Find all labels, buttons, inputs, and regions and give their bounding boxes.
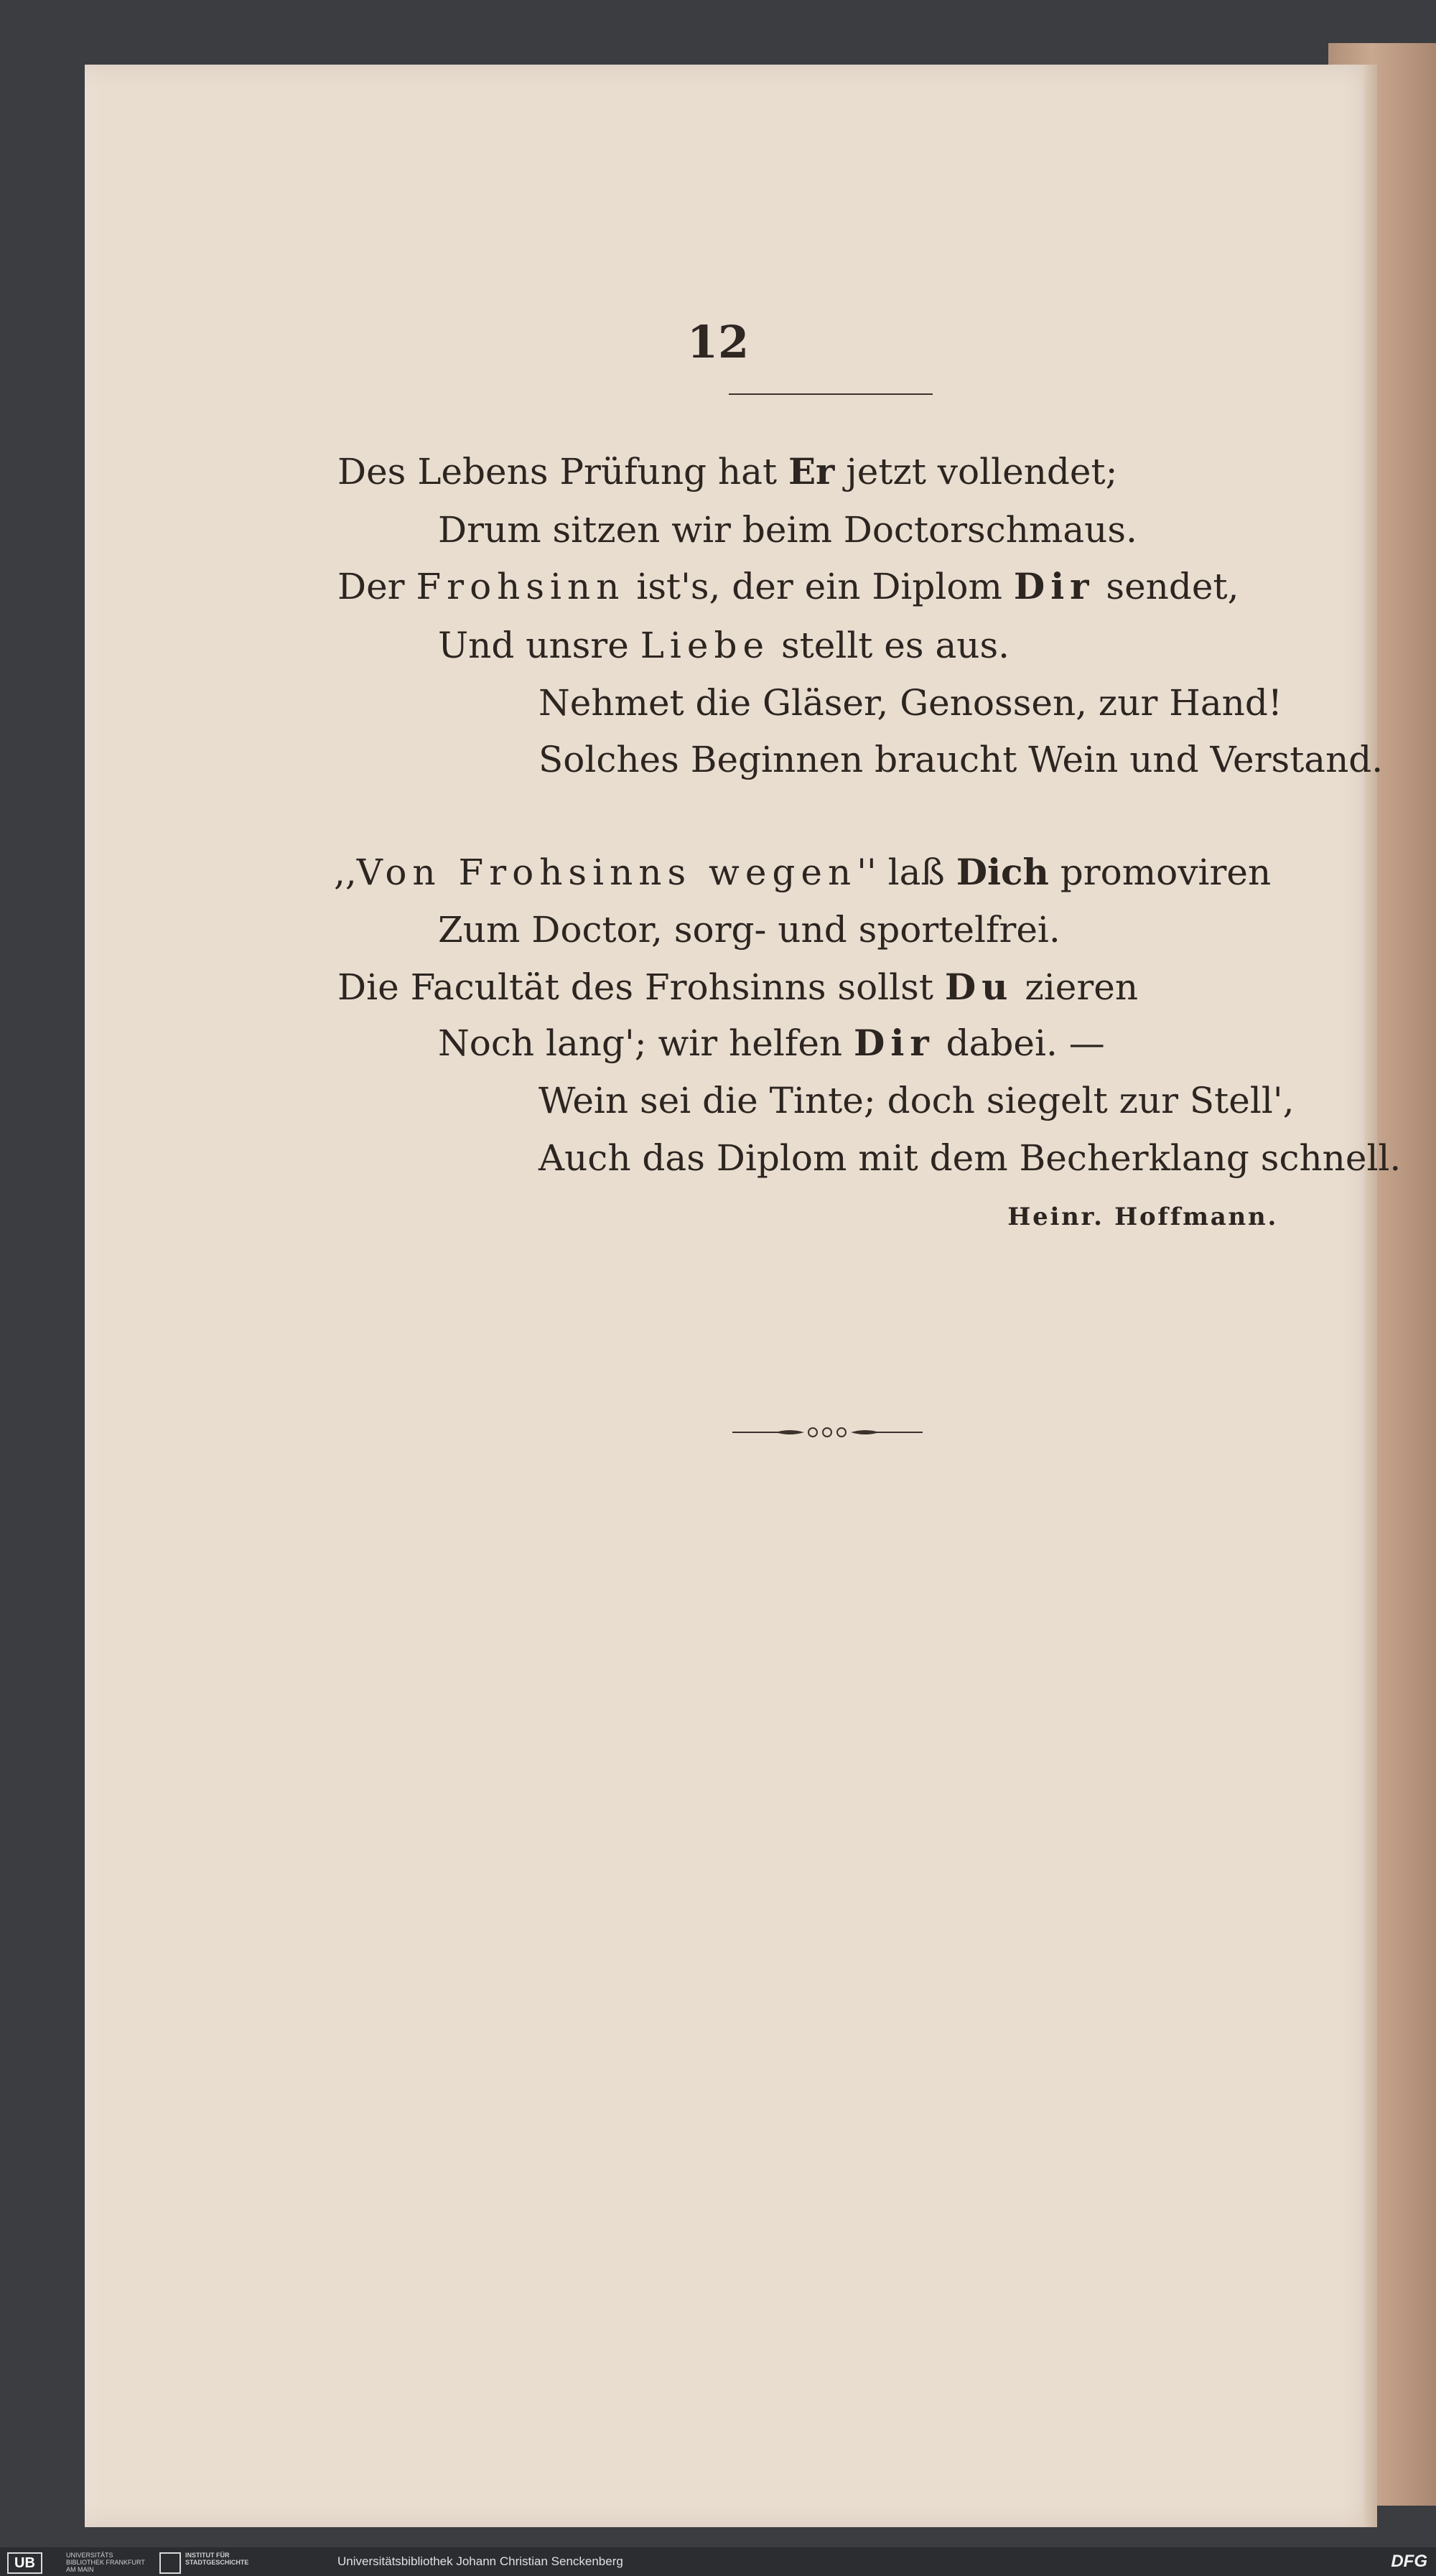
poem-line [438, 509, 1137, 551]
emphasis-text: Dich [956, 851, 1049, 893]
line-text: Des Lebens Prüfung hat [337, 451, 788, 493]
emphasis-text: Er [788, 450, 835, 493]
poem-line [337, 565, 1239, 607]
line-text: promoviren [1048, 851, 1272, 893]
institute-logo-text: INSTITUT FÜR STADTGESCHICHTE [185, 2552, 249, 2566]
author-signature: Heinr. Hoffmann. [1007, 1203, 1278, 1231]
line-text: Und unsre [438, 625, 640, 666]
ornament-divider [732, 1425, 923, 1439]
library-name: Universitätsbibliothek Johann Christian Senckenberg [337, 2554, 623, 2568]
line-text: jetzt vollendet; [834, 451, 1118, 493]
institute-logo-icon[interactable] [159, 2552, 181, 2574]
poem-line [438, 625, 1010, 666]
line-text: Nehmet die Gläser, Genossen, zur Hand! [538, 682, 1282, 724]
poem-line [438, 1022, 1105, 1064]
spaced-text: Von Frohsinns wegen [356, 851, 857, 893]
emphasis-text: Dir [1013, 565, 1095, 607]
line-text: dabei. — [934, 1022, 1105, 1064]
line-text: Zum Doctor, sorg- und sportelfrei. [438, 909, 1060, 951]
line-text: stellt es aus. [770, 625, 1010, 666]
line-text: Der [337, 566, 416, 607]
spaced-text: Frohsinn [416, 566, 625, 607]
emphasis-text: Du [944, 966, 1014, 1008]
line-text: ist's, der ein Diplom [625, 566, 1014, 607]
poem-line [337, 966, 1139, 1008]
line-text: Solches Beginnen braucht Wein und Verstand. [538, 739, 1384, 780]
line-text: ,, [334, 851, 357, 893]
page-number: 12 [686, 316, 750, 368]
line-text: Drum sitzen wir beim Doctorschmaus. [438, 509, 1137, 551]
line-text: Auch das Diplom mit dem Becherklang schnell. [538, 1137, 1402, 1179]
poem-line [337, 450, 1118, 493]
poem-line [538, 682, 1282, 724]
dfg-logo[interactable]: DFG [1391, 2552, 1427, 2571]
line-text: zieren [1013, 966, 1139, 1008]
poem-line [438, 909, 1060, 951]
line-text: Noch lang'; wir helfen [438, 1022, 854, 1064]
poem-line [334, 851, 1272, 893]
ub-logo[interactable]: UB [7, 2552, 42, 2574]
spaced-text: Liebe [640, 625, 770, 666]
header-rule [729, 393, 933, 395]
page-edge [1364, 65, 1377, 2527]
emphasis-text: Dir [854, 1022, 935, 1064]
book-page [85, 65, 1377, 2527]
poem-line [538, 739, 1384, 780]
line-text: Die Facultät des Frohsinns sollst [337, 966, 945, 1008]
line-text: sendet, [1094, 566, 1239, 607]
line-text: '' laß [857, 851, 956, 893]
footer-bar [0, 2547, 1436, 2576]
line-text: Wein sei die Tinte; doch siegelt zur Stell', [538, 1080, 1295, 1121]
ub-logo-text: UNIVERSITÄTS BIBLIOTHEK FRANKFURT AM MAIN [66, 2552, 145, 2573]
poem-line [538, 1137, 1402, 1179]
poem-line [538, 1080, 1295, 1121]
